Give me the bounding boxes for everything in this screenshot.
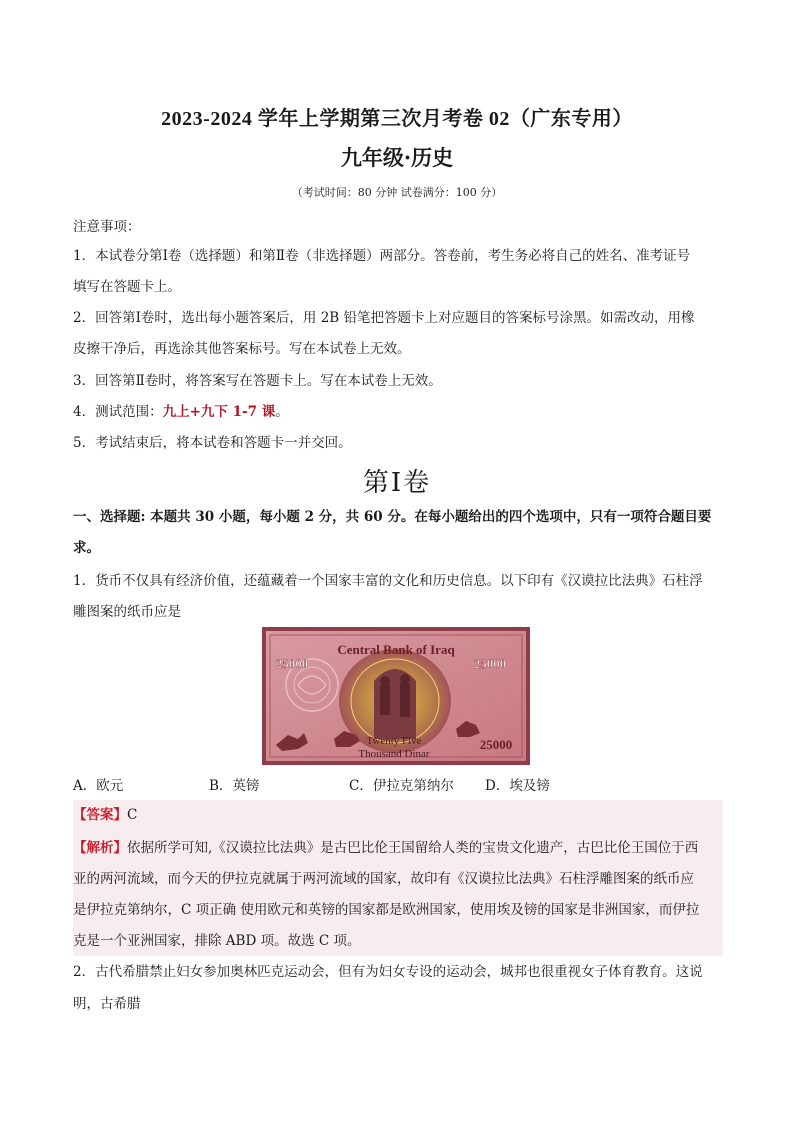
analysis-line-4: 克是一个亚洲国家，排除 ABD 项。故选 C 项。 bbox=[73, 933, 361, 949]
note-item-1: 1．本试卷分第Ⅰ卷（选择题）和第Ⅱ卷（非选择题）两部分。答卷前，考生务必将自己的姓名、准考证号 bbox=[73, 248, 691, 264]
note-item-2-cont: 皮擦干净后，再选涂其他答案标号。写在本试卷上无效。 bbox=[73, 341, 411, 357]
banknote-denomination-bottom: 25000 bbox=[479, 737, 513, 752]
note-item-4-prefix: 4．测试范围： bbox=[73, 404, 163, 420]
banknote-words-line1: Twenty Five bbox=[366, 735, 422, 747]
iraq-banknote-image bbox=[262, 627, 530, 765]
note-item-5: 5．考试结束后，将本试卷和答题卡一并交回。 bbox=[73, 435, 352, 451]
question-1-stem-cont: 雕图案的纸币应是 bbox=[73, 604, 181, 620]
banknote-bank-name: Central Bank of Iraq bbox=[337, 642, 455, 657]
option-c: C．伊拉克第纳尔 bbox=[349, 778, 454, 794]
note-item-2: 2．回答第Ⅰ卷时，选出每小题答案后，用 2B 铅笔把答题卡上对应题目的答案标号涂黑。如需改动，用橡 bbox=[73, 310, 695, 326]
hammurabi-stele-relief bbox=[374, 669, 416, 739]
note-item-1-cont: 填写在答题卡上。 bbox=[73, 279, 181, 295]
note-item-4 bbox=[73, 397, 723, 428]
question-1-stem: 1．货币不仅具有经济价值，还蕴藏着一个国家丰富的文化和历史信息。以下印有《汉谟拉比法典》石柱浮 bbox=[73, 573, 703, 589]
answer-analysis-box bbox=[73, 800, 723, 956]
question-2-stem-cont: 明，古希腊 bbox=[73, 996, 141, 1012]
question-2-stem: 2．古代希腊禁止妇女参加奥林匹克运动会，但有为妇女专设的运动会，城邦也很重视女子体育教育。这说 bbox=[73, 964, 703, 980]
analysis-text-1: 依据所学可知,《汉谟拉比法典》是古巴比伦王国留给人类的宝贵文化遗产，古巴比伦王国位于西 bbox=[127, 840, 699, 856]
banknote-denomination-right: 25000 bbox=[473, 656, 507, 671]
analysis-label: 【解析】 bbox=[73, 840, 127, 856]
test-range: 九上+九下 1-7 课 bbox=[162, 404, 276, 420]
section-title: 第Ⅰ卷 bbox=[362, 468, 432, 498]
part1-instructions-cont: 求。 bbox=[73, 540, 100, 556]
note-item-4-suffix: 。 bbox=[275, 404, 289, 420]
answer-line bbox=[73, 800, 723, 831]
part1-instructions: 一、选择题: 本题共 30 小题，每小题 2 分，共 60 分。在每小题给出的四个选项中，只有一项符合题目要 bbox=[73, 509, 712, 525]
analysis-line-3: 是伊拉克第纳尔，C 项正确 使用欧元和英镑的国家都是欧洲国家，使用埃及镑的国家是非洲国家，而伊拉 bbox=[73, 902, 700, 918]
note-item-3: 3．回答第Ⅱ卷时，将答案写在答题卡上。写在本试卷上无效。 bbox=[73, 373, 442, 389]
exam-subtitle: 九年级·历史 bbox=[340, 145, 454, 170]
answer-value: C bbox=[127, 807, 138, 823]
analysis-line-1 bbox=[73, 833, 723, 864]
analysis-line-2: 亚的两河流域，而今天的伊拉克就属于两河流域的国家，故印有《汉谟拉比法典》石柱浮雕图案的纸币应 bbox=[73, 871, 694, 887]
banknote-denomination-left: 25000 bbox=[275, 656, 309, 671]
exam-title: 2023-2024 学年上学期第三次月考卷 02（广东专用） bbox=[161, 108, 633, 130]
answer-label: 【答案】 bbox=[73, 807, 127, 823]
exam-info: （考试时间：80 分钟 试卷满分：100 分） bbox=[291, 186, 503, 199]
option-b: B．英镑 bbox=[209, 778, 260, 794]
option-a: A．欧元 bbox=[73, 778, 124, 794]
option-d: D．埃及镑 bbox=[485, 778, 550, 794]
notes-heading: 注意事项： bbox=[73, 219, 141, 235]
banknote-words-line2: Thousand Dinar bbox=[358, 748, 430, 760]
